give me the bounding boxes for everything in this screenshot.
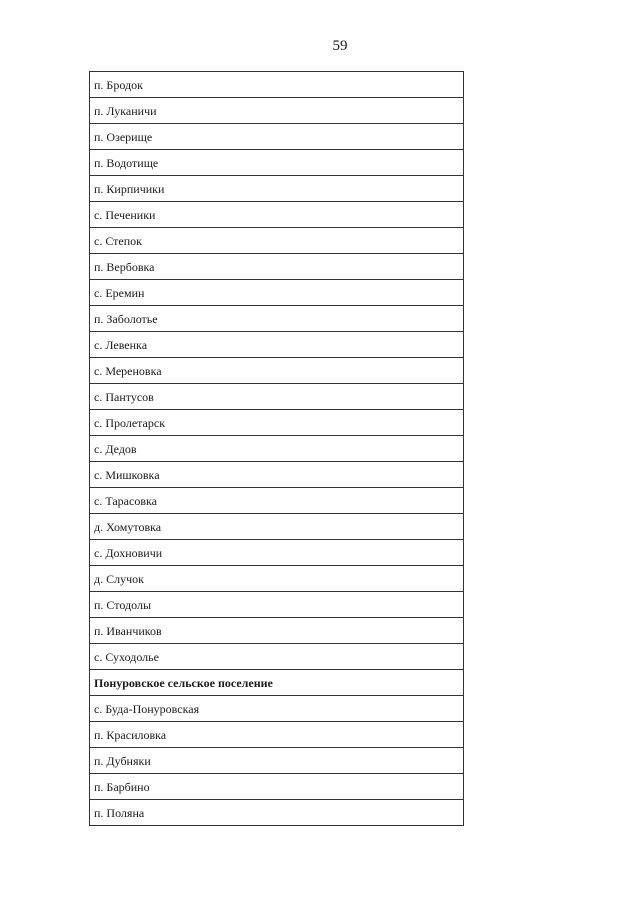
table-row: п. Дубняки bbox=[90, 748, 463, 774]
table-row: с. Еремин bbox=[90, 280, 463, 306]
table-row: с. Тарасовка bbox=[90, 488, 463, 514]
table-row: с. Дохновичи bbox=[90, 540, 463, 566]
table-row: с. Пантусов bbox=[90, 384, 463, 410]
table-row: п. Водотище bbox=[90, 150, 463, 176]
table-row: п. Вербовка bbox=[90, 254, 463, 280]
table-row: п. Заболотье bbox=[90, 306, 463, 332]
table-row: с. Буда-Понуровская bbox=[90, 696, 463, 722]
table-row: с. Суходолье bbox=[90, 644, 463, 670]
table-row: п. Стодолы bbox=[90, 592, 463, 618]
settlement-table bbox=[89, 71, 464, 826]
table-row: п. Кирпичики bbox=[90, 176, 463, 202]
table-row: с. Пролетарск bbox=[90, 410, 463, 436]
table-row: с. Мереновка bbox=[90, 358, 463, 384]
table-row: с. Степок bbox=[90, 228, 463, 254]
table-section-header: Понуровское сельское поселение bbox=[90, 670, 463, 696]
table-row: п. Иванчиков bbox=[90, 618, 463, 644]
table-row: д. Случок bbox=[90, 566, 463, 592]
table-row: п. Поляна bbox=[90, 800, 463, 826]
table-row: п. Барбино bbox=[90, 774, 463, 800]
table-row: п. Озерище bbox=[90, 124, 463, 150]
table-row: с. Мишковка bbox=[90, 462, 463, 488]
table-row: с. Левенка bbox=[90, 332, 463, 358]
table-row: д. Хомутовка bbox=[90, 514, 463, 540]
table-row: п. Луканичи bbox=[90, 98, 463, 124]
table-row: п. Бродок bbox=[90, 72, 463, 98]
table-row: п. Красиловка bbox=[90, 722, 463, 748]
page-number: 59 bbox=[332, 38, 348, 54]
table-row: с. Дедов bbox=[90, 436, 463, 462]
table-row: с. Печеники bbox=[90, 202, 463, 228]
